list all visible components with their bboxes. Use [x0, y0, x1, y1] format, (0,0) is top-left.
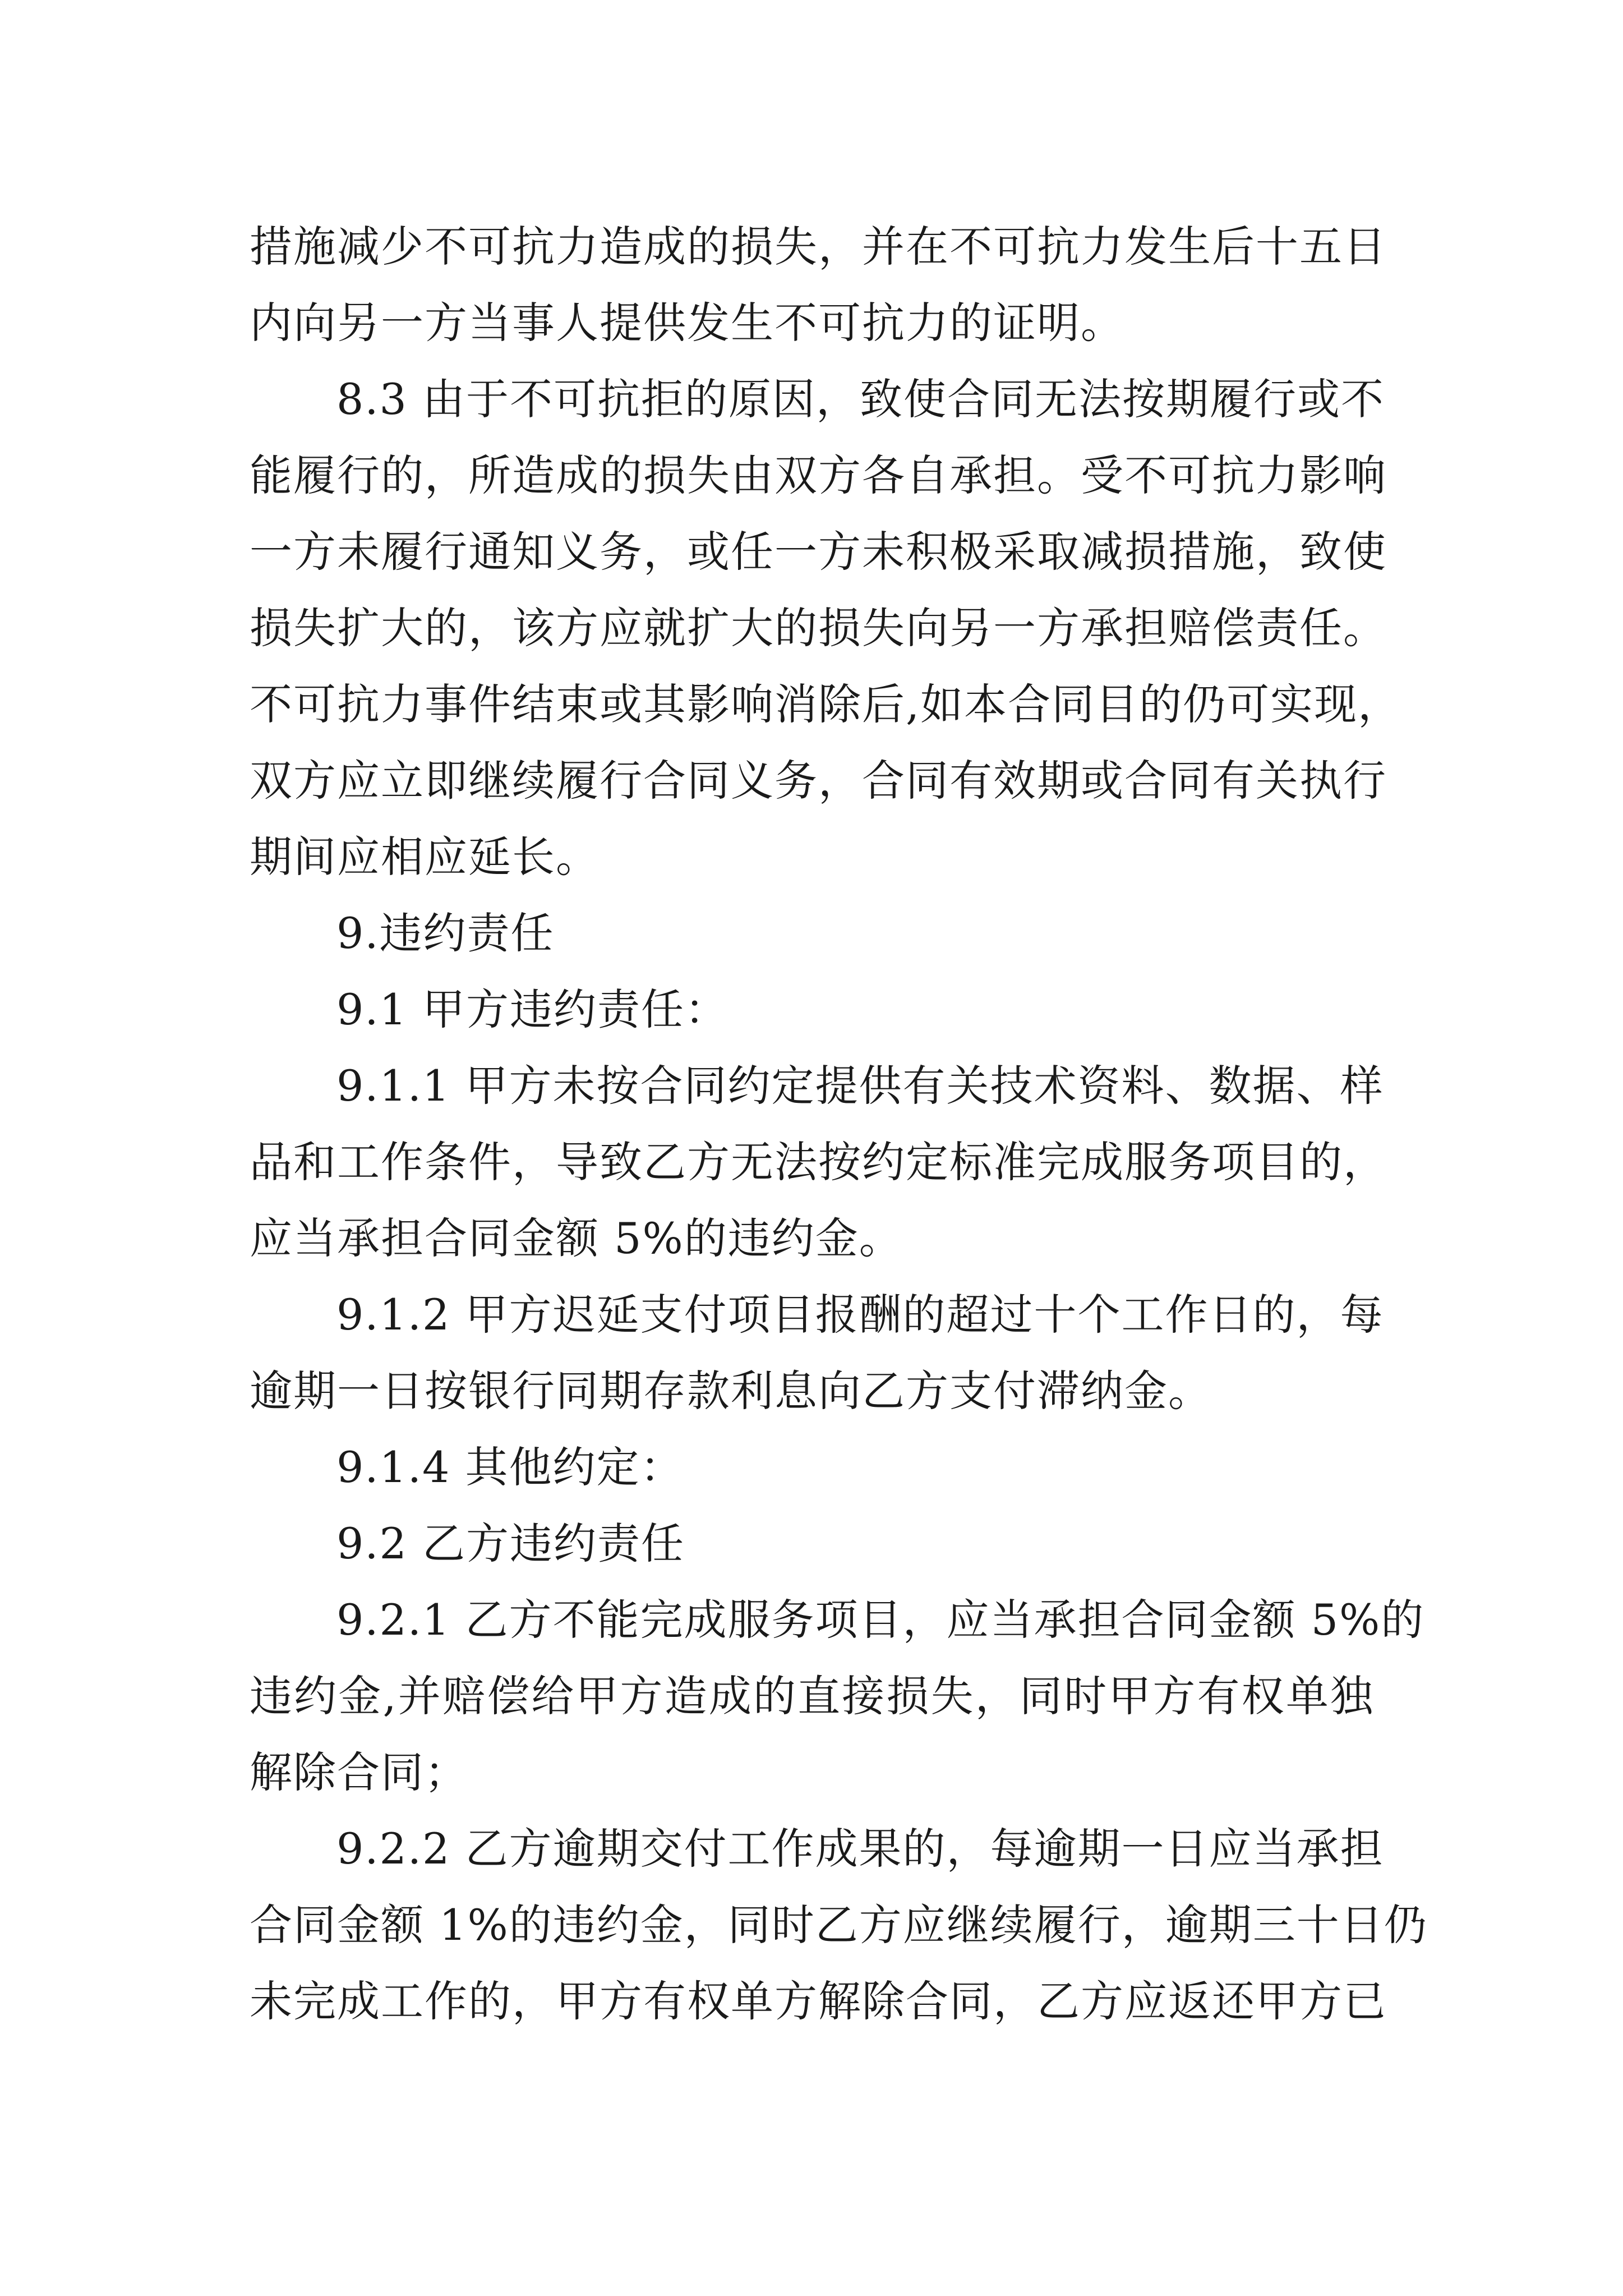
text-line: 未完成工作的，甲方有权单方解除合同，乙方应返还甲方已	[250, 1976, 1387, 2026]
text-line: 应当承担合同金额 5%的违约金。	[250, 1213, 903, 1263]
text-line: 9.1.4 其他约定：	[336, 1442, 684, 1492]
subsection-heading: 9.2 乙方违约责任	[336, 1519, 685, 1568]
text-line: 逾期一日按银行同期存款利息向乙方支付滞纳金。	[250, 1366, 1212, 1416]
text-line: 能履行的，所造成的损失由双方各自承担。受不可抗力影响	[250, 450, 1387, 500]
section-heading: 9.违约责任	[336, 908, 555, 958]
text-line: 9.1.1 甲方未按合同约定提供有关技术资料、数据、样	[336, 1061, 1384, 1111]
text-line: 双方应立即继续履行合同义务，合同有效期或合同有关执行	[250, 756, 1387, 806]
subsection-heading: 9.1 甲方违约责任：	[336, 984, 729, 1034]
text-line: 内向另一方当事人提供发生不可抗力的证明。	[250, 298, 1124, 348]
text-line: 品和工作条件，导致乙方无法按约定标准完成服务项目的，	[250, 1137, 1387, 1187]
text-line: 8.3 由于不可抗拒的原因，致使合同无法按期履行或不	[336, 374, 1385, 424]
text-line: 不可抗力事件结束或其影响消除后,如本合同目的仍可实现，	[250, 679, 1402, 729]
text-line: 一方未履行通知义务，或任一方未积极采取减损措施，致使	[250, 527, 1387, 577]
text-line: 措施减少不可抗力造成的损失，并在不可抗力发生后十五日	[250, 222, 1387, 272]
text-line: 9.2.2 乙方逾期交付工作成果的，每逾期一日应当承担	[336, 1824, 1384, 1874]
text-line: 9.2.1 乙方不能完成服务项目，应当承担合同金额 5%的	[336, 1595, 1425, 1645]
text-line: 损失扩大的，该方应就扩大的损失向另一方承担赔偿责任。	[250, 603, 1387, 653]
text-line: 期间应相应延长。	[250, 832, 600, 882]
text-line: 违约金,并赔偿给甲方造成的直接损失，同时甲方有权单独	[250, 1671, 1374, 1721]
text-line: 解除合同；	[250, 1747, 468, 1797]
text-line: 合同金额 1%的违约金，同时乙方应继续履行，逾期三十日仍	[250, 1900, 1428, 1950]
text-line: 9.1.2 甲方迟延支付项目报酬的超过十个工作日的，每	[336, 1290, 1384, 1340]
